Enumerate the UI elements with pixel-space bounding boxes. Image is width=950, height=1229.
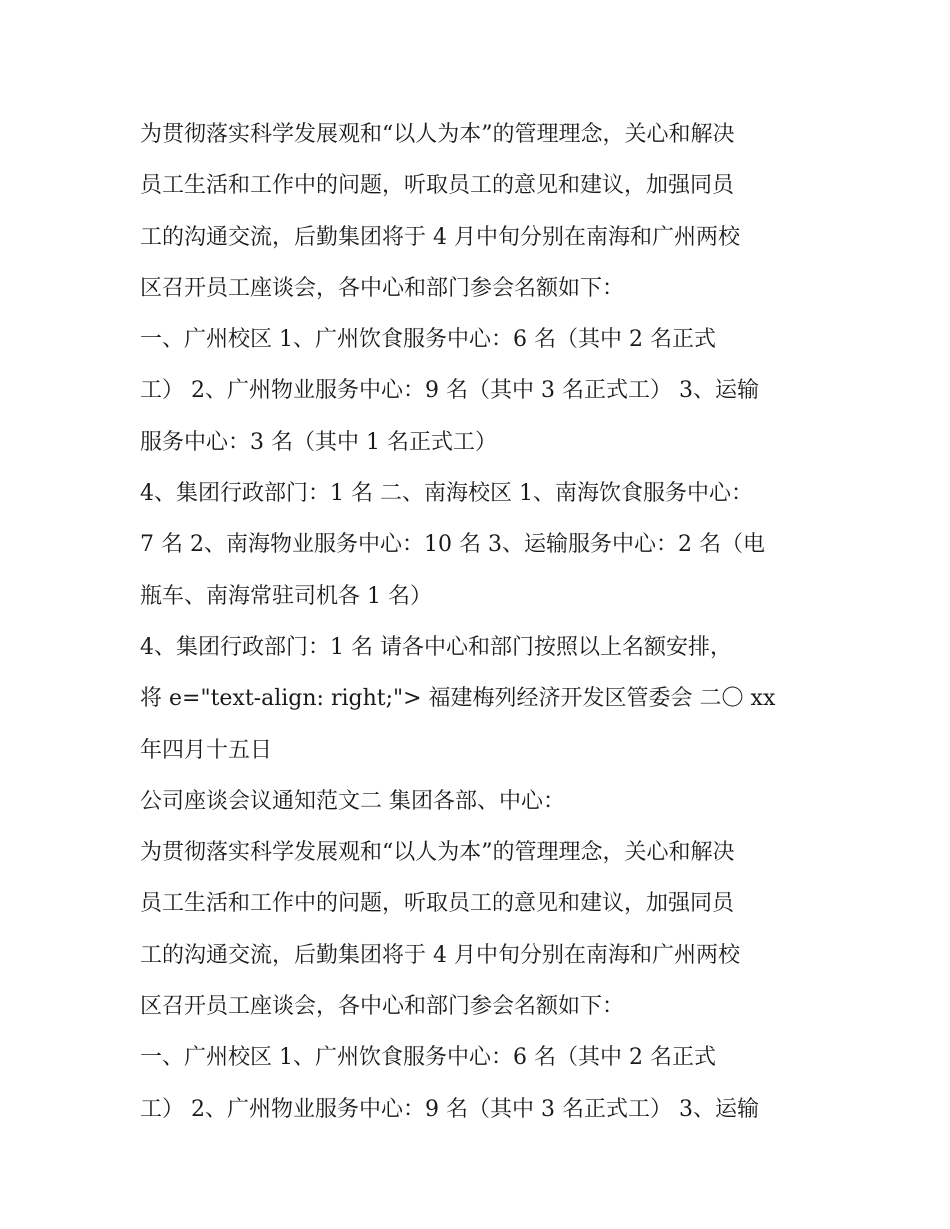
text-line: 4、集团行政部门：1 名 请各中心和部门按照以上名额安排，: [140, 634, 732, 660]
document-body: [140, 109, 820, 1135]
text-line: 为贯彻落实科学发展观和“以人为本”的管理理念，关心和解决: [140, 122, 735, 147]
text-line: 工） 2、广州物业服务中心：9 名（其中 3 名正式工） 3、运输: [140, 378, 759, 404]
text-line: 瓶车、南海常驻司机各 1 名）: [140, 583, 432, 609]
text-line: 为贯彻落实科学发展观和“以人为本”的管理理念，关心和解决: [140, 840, 735, 866]
text-line: 年四月十五日: [140, 737, 273, 763]
text-line: 公司座谈会议通知范文二 集团各部、中心：: [140, 788, 565, 814]
text-line: 工的沟通交流，后勤集团将于 4 月中旬分别在南海和广州两校: [140, 942, 740, 968]
text-line: 员工生活和工作中的问题，听取员工的意见和建议，加强同员: [140, 173, 735, 199]
text-line: 4、集团行政部门：1 名 二、南海校区 1、南海饮食服务中心：: [140, 481, 753, 507]
text-line: 7 名 2、南海物业服务中心：10 名 3、运输服务中心：2 名（电: [140, 532, 765, 558]
text-line: 工的沟通交流，后勤集团将于 4 月中旬分别在南海和广州两校: [140, 224, 740, 250]
text-line: 员工生活和工作中的问题，听取员工的意见和建议，加强同员: [140, 891, 735, 917]
text-line: 一、广州校区 1、广州饮食服务中心：6 名（其中 2 名正式: [140, 327, 716, 353]
text-line: 服务中心：3 名（其中 1 名正式工）: [140, 429, 497, 455]
text-line: 一、广州校区 1、广州饮食服务中心：6 名（其中 2 名正式: [140, 1045, 716, 1071]
text-line: 将 e="text-align: right;"> 福建梅列经济开发区管委会 二〇 xx: [140, 686, 776, 712]
text-line: 区召开员工座谈会，各中心和部门参会名额如下：: [140, 994, 625, 1020]
text-line: 工） 2、广州物业服务中心：9 名（其中 3 名正式工） 3、运输: [140, 1096, 759, 1122]
text-line: 区召开员工座谈会，各中心和部门参会名额如下：: [140, 275, 625, 301]
